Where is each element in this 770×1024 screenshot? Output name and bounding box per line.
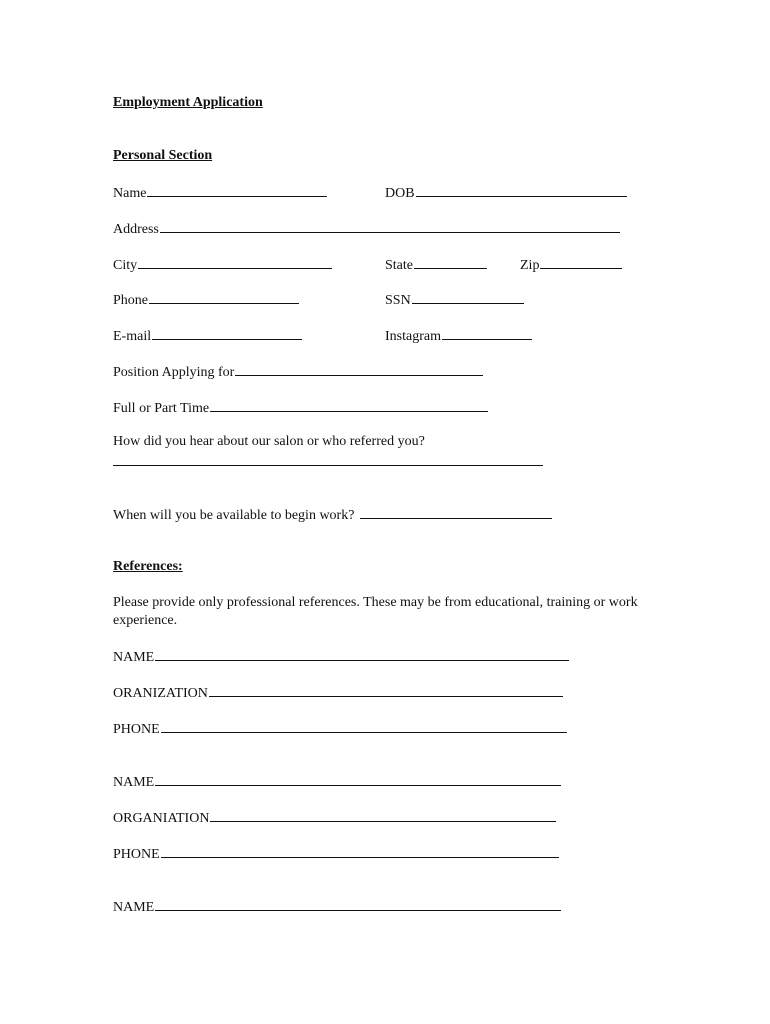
state-field[interactable] [385, 255, 487, 275]
instagram-field[interactable] [385, 326, 532, 346]
state-blank[interactable] [414, 255, 487, 269]
ref2-org-label: ORGANIATION [113, 811, 210, 826]
address-blank[interactable] [160, 219, 620, 233]
ref2-name-label: NAME [113, 775, 155, 790]
state-label: State [385, 258, 413, 273]
email-field[interactable] [113, 326, 302, 346]
zip-field[interactable] [520, 255, 622, 275]
phone-label: Phone [113, 293, 148, 308]
ref2-name-field[interactable] [113, 772, 561, 792]
ssn-label: SSN [385, 293, 411, 308]
position-label: Position Applying for [113, 365, 235, 380]
ref3-name-field[interactable] [113, 897, 561, 917]
city-field[interactable] [113, 255, 332, 275]
ref1-name-blank[interactable] [155, 647, 569, 661]
referral-question: How did you hear about our salon or who referred you? [113, 434, 425, 449]
phone-field[interactable] [113, 290, 299, 310]
fulltime-field[interactable] [113, 398, 488, 418]
ref1-org-blank[interactable] [209, 683, 563, 697]
city-label: City [113, 258, 138, 273]
referral-blank[interactable] [113, 451, 543, 466]
personal-section-heading: Personal Section [113, 148, 213, 163]
email-blank[interactable] [152, 326, 302, 340]
ref1-name-label: NAME [113, 650, 155, 665]
ref1-phone-blank[interactable] [161, 719, 567, 733]
dob-label: DOB [385, 186, 415, 201]
ref2-org-blank[interactable] [210, 808, 556, 822]
name-field[interactable] [113, 183, 327, 203]
dob-field[interactable] [385, 183, 627, 203]
ref2-name-blank[interactable] [155, 772, 561, 786]
ssn-blank[interactable] [412, 290, 524, 304]
availability-blank[interactable] [360, 505, 552, 519]
ref2-phone-label: PHONE [113, 847, 160, 862]
zip-blank[interactable] [540, 255, 622, 269]
ref2-phone-blank[interactable] [161, 844, 559, 858]
ref3-name-label: NAME [113, 900, 155, 915]
ref1-org-label: ORANIZATION [113, 686, 208, 701]
zip-label: Zip [520, 258, 540, 273]
address-label: Address [113, 222, 159, 237]
availability-field[interactable] [113, 505, 552, 525]
phone-blank[interactable] [149, 290, 299, 304]
instagram-blank[interactable] [442, 326, 532, 340]
address-field[interactable] [113, 219, 620, 239]
ref1-phone-field[interactable] [113, 719, 567, 739]
instagram-label: Instagram [385, 329, 441, 344]
name-label: Name [113, 186, 147, 201]
ssn-field[interactable] [385, 290, 524, 310]
fulltime-blank[interactable] [210, 398, 488, 412]
page-title: Employment Application [113, 95, 263, 110]
references-instructions: Please provide only professional references. These may be from educational, training or work experience. [113, 595, 638, 628]
ref1-name-field[interactable] [113, 647, 569, 667]
ref2-org-field[interactable] [113, 808, 556, 828]
ref3-name-blank[interactable] [155, 897, 561, 911]
ref2-phone-field[interactable] [113, 844, 559, 864]
fulltime-label: Full or Part Time [113, 401, 210, 416]
ref1-phone-label: PHONE [113, 722, 160, 737]
email-label: E-mail [113, 329, 152, 344]
dob-blank[interactable] [416, 183, 627, 197]
availability-label: When will you be available to begin work? [113, 508, 355, 523]
position-field[interactable] [113, 362, 483, 382]
city-blank[interactable] [138, 255, 332, 269]
ref1-org-field[interactable] [113, 683, 563, 703]
name-blank[interactable] [147, 183, 327, 197]
references-heading: References: [113, 559, 183, 574]
position-blank[interactable] [235, 362, 483, 376]
